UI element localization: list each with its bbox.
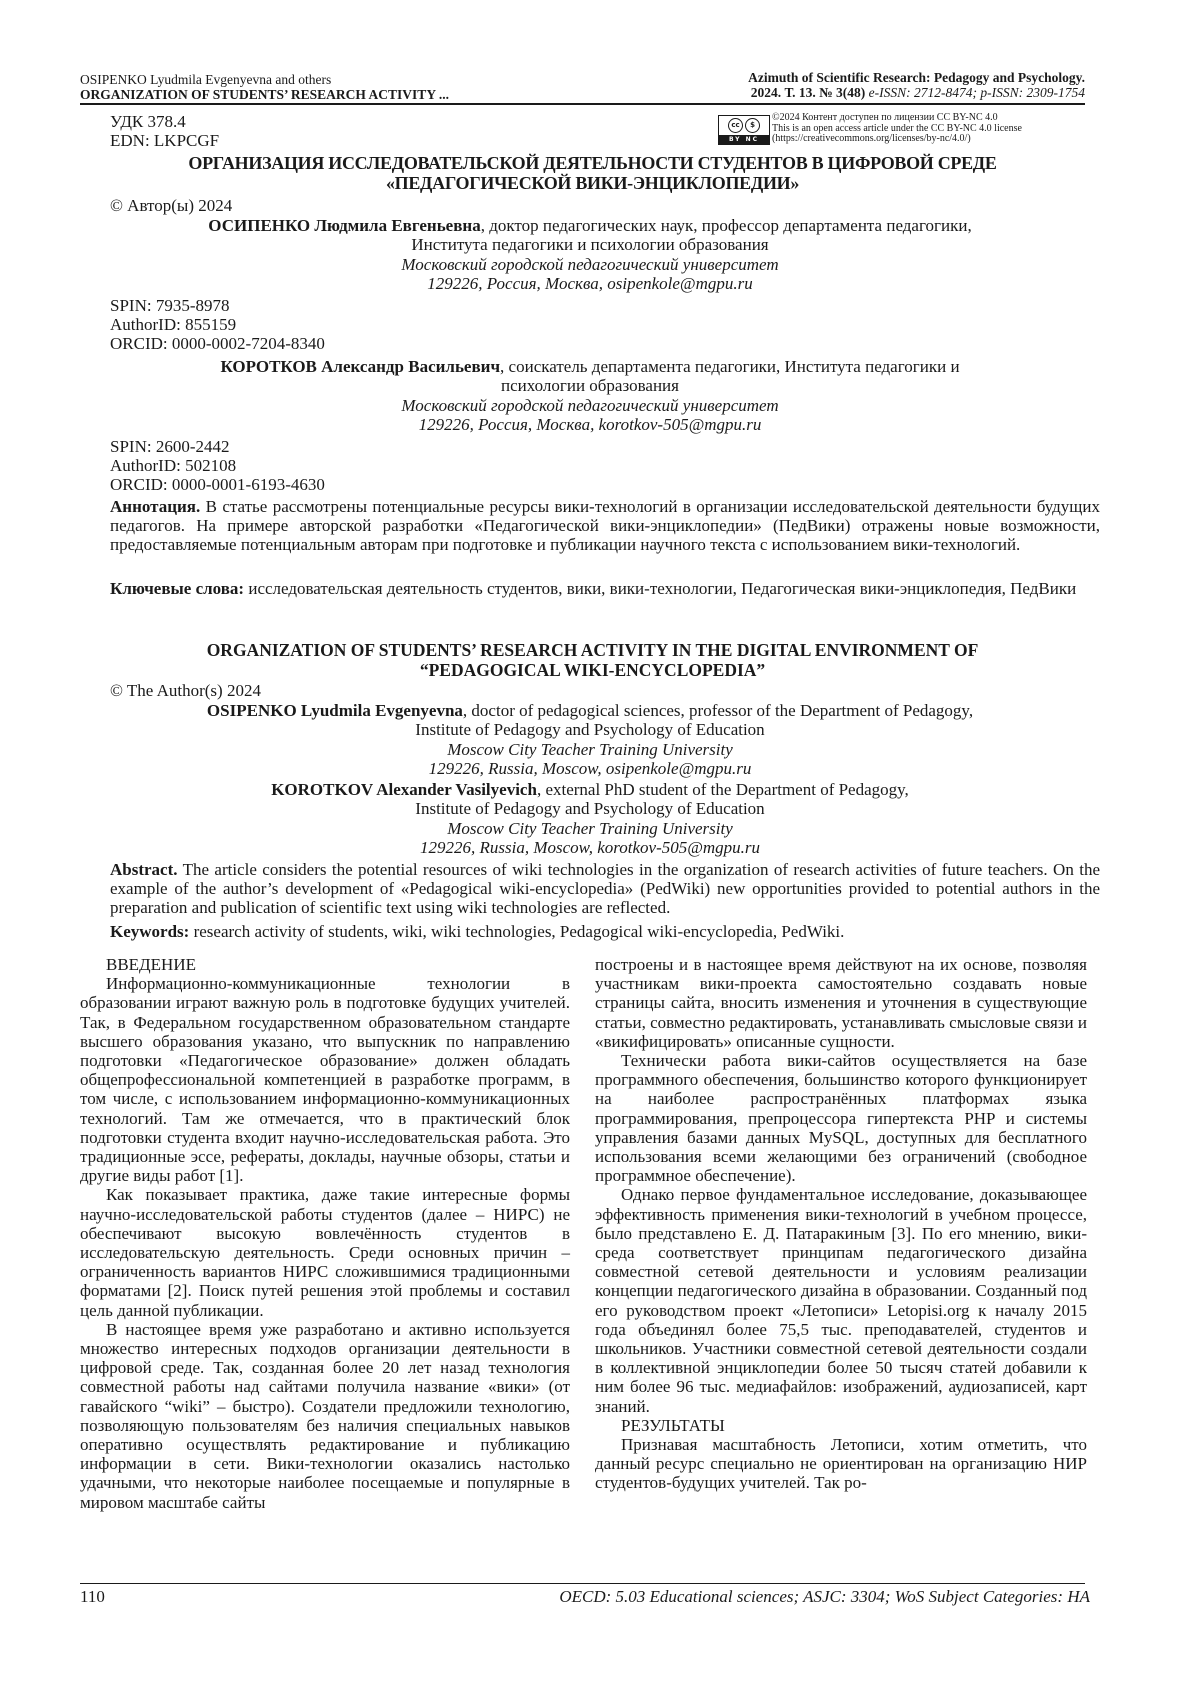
header-issn: e-ISSN: 2712-8474; p-ISSN: 2309-1754 — [865, 85, 1085, 100]
spin: SPIN: 7935-8978 — [110, 296, 230, 315]
license-text — [772, 113, 1092, 145]
author-institute: Института педагогики и психологии образования — [411, 235, 769, 255]
body-column-left — [80, 955, 570, 1512]
header-authors: OSIPENKO Lyudmila Evgenyevna and others — [80, 72, 332, 87]
header-short-title: ORGANIZATION OF STUDENTS’ RESEARCH ACTIVITY ... — [80, 87, 450, 102]
footer-classification: OECD: 5.03 Educational sciences; ASJC: 3304; WoS Subject Categories: HA — [559, 1587, 1090, 1606]
keywords-label: Ключевые слова: — [110, 579, 245, 598]
author-institute: Institute of Pedagogy and Psychology of Education — [415, 799, 765, 819]
abstract-text: The article considers the potential resources of wiki technologies in the organization of research activities of future teachers. On the example of the author’s development of «Pedagogical wiki-encyclopedia» (PedWiki) new opportunities provided to potential authors in the preparation and publication of scientific text using wiki technologies are reflected. — [110, 860, 1100, 918]
author-address: 129226, Russia, Moscow, korotkov-505@mgpu.ru — [419, 837, 761, 857]
author-address: 129226, Россия, Москва, korotkov-505@mgpu.ru — [418, 414, 762, 434]
abstract-label: Аннотация. — [110, 497, 201, 516]
author-role: , соискатель департамента педагогики, Института педагогики и — [500, 357, 960, 376]
author-role: , external PhD student of the Department of Pedagogy, — [536, 780, 909, 799]
author-name: ОСИПЕНКО Людмила Евгеньевна — [208, 216, 481, 235]
article-title-ru: ОРГАНИЗАЦИЯ ИССЛЕДОВАТЕЛЬСКОЙ ДЕЯТЕЛЬНОСТИ СТУДЕНТОВ В ЦИФРОВОЙ СРЕДЕ «ПЕДАГОГИЧЕСКОЙ ВИКИ-ЭНЦИКЛОПЕДИИ» — [188, 153, 997, 193]
author-institute: психологии образования — [501, 376, 679, 396]
keywords-text: исследовательская деятельность студентов, вики, вики-технологии, Педагогическая вики-энциклопедия, ПедВики — [244, 579, 1077, 598]
author-name: OSIPENKO Lyudmila Evgenyevna — [206, 701, 463, 720]
author-university: Московский городской педагогический университет — [401, 395, 779, 415]
copyright-ru: © Автор(ы) 2024 — [110, 196, 233, 215]
license-line-ru: ©2024 Контент доступен по лицензии CC BY-NC 4.0 — [772, 112, 998, 123]
author-role: , doctor of pedagogical sciences, professor of the Department of Pedagogy, — [462, 701, 974, 720]
abstract-text: В статье рассмотрены потенциальные ресурсы вики-технологий в организации исследовательской деятельности будущих педагогов. На примере авторской разработки «Педагогической вики-энциклопедии» (ПедВики) отражены новые возможности, предоставляемые потенциальным авторам при подготовке и публикации научного текста с использованием вики-технологий. — [110, 497, 1100, 555]
body-paragraph: В настоящее время уже разработано и активно используется множество интересных подходов организации деятельности в цифровой среде. Так, созданная более 20 лет назад технология совместной работы над сайтами получила название «вики» (от гавайского “wiki” – быстро). Создатели предложили технологию, позволяющую пользователям без наличия специальных навыков оперативно осуществлять редактирование и публикацию информации в сети. Вики-технологии оказались настолько удачными, что некоторые наиболее посещаемые и популярные в мировом масштабе сайты — [80, 1319, 570, 1512]
author-university: Moscow City Teacher Training University — [447, 739, 733, 759]
article-title-en: ORGANIZATION OF STUDENTS’ RESEARCH ACTIVITY IN THE DIGITAL ENVIRONMENT OF “PEDAGOGICAL WIKI-ENCYCLOPEDIA” — [206, 640, 979, 680]
author-institute: Institute of Pedagogy and Psychology of Education — [415, 720, 765, 740]
author-university: Moscow City Teacher Training University — [447, 818, 733, 838]
page-number: 110 — [80, 1587, 105, 1606]
author-address: 129226, Russia, Moscow, osipenkole@mgpu.ru — [428, 758, 752, 778]
author-block-en-1 — [80, 701, 1100, 778]
body-paragraph: построены и в настоящее время действуют на их основе, позволяя участникам вики-проекта самостоятельно создавать новые страницы сайта, вносить изменения и уточнения в существующие статьи, совместно редактировать, устанавливать смысловые связи и «викифицировать» описанные сущности. — [595, 955, 1087, 1051]
abstract-ru — [110, 497, 1100, 555]
header-issue — [620, 85, 1085, 100]
edn-code: EDN: LKPCGF — [110, 131, 220, 150]
running-header-left — [80, 72, 640, 102]
cc-by-nc-badge-icon: cc $ BY NC — [718, 115, 770, 145]
author-id: AuthorID: 855159 — [110, 315, 237, 335]
orcid: ORCID: 0000-0001-6193-4630 — [110, 475, 325, 495]
author-university: Московский городской педагогический университет — [401, 254, 779, 274]
author-block-en-2 — [80, 780, 1100, 857]
footer-divider — [80, 1583, 1085, 1584]
spin: SPIN: 2600-2442 — [110, 437, 230, 456]
section-heading-results: РЕЗУЛЬТАТЫ — [621, 1415, 725, 1435]
keywords-label: Keywords: — [110, 922, 190, 941]
body-paragraph: Как показывает практика, даже такие интересные формы научно-исследовательской работы студентов (далее – НИРС) не обеспечивают высокую вовлечённость студентов в исследовательскую деятельность. Среди основных причин – ограниченность вариантов НИРС сложившимися традиционными форматами [2]. Поиск путей решения этой проблемы и составил цель данной публикации. — [80, 1185, 570, 1320]
orcid: ORCID: 0000-0002-7204-8340 — [110, 334, 325, 354]
keywords-ru — [110, 579, 1100, 598]
article-meta — [110, 112, 219, 150]
section-heading-introduction: ВВЕДЕНИЕ — [106, 955, 196, 974]
header-journal-name: Azimuth of Scientific Research: Pedagogy and Psychology. — [748, 70, 1085, 85]
license-url[interactable]: (https://creativecommons.org/licenses/by-nc/4.0/) — [772, 133, 971, 145]
author-id: AuthorID: 502108 — [110, 456, 237, 476]
keywords-text: research activity of students, wiki, wiki technologies, Pedagogical wiki-encyclopedia, PedWiki. — [189, 922, 845, 941]
udk-code: УДК 378.4 — [110, 112, 186, 131]
copyright-en: © The Author(s) 2024 — [110, 681, 261, 700]
body-column-right — [595, 955, 1087, 1493]
body-paragraph: Признавая масштабность Летописи, хотим отметить, что данный ресурс специально не ориентирован на организацию НИР студентов-будущих учителей. Так ро- — [595, 1435, 1087, 1493]
keywords-en — [110, 922, 1100, 941]
author-ids-ru-1 — [110, 296, 325, 354]
author-block-ru-1 — [80, 216, 1100, 293]
author-ids-ru-2 — [110, 437, 325, 495]
author-name: KOROTKOV Alexander Vasilyevich — [271, 780, 537, 799]
header-divider — [80, 103, 1085, 105]
license-line-en: This is an open access article under the CC BY-NC 4.0 license — [772, 122, 1022, 134]
author-block-ru-2 — [80, 357, 1100, 434]
body-paragraph: Технически работа вики-сайтов осуществляется на базе программного обеспечения, большинство которого функционирует на наиболее распространённых платформах языка программирования, препроцессора гипертекста PHP и системы управления базами данных MySQL, доступных для бесплатного использования всеми желающими без ограничений (свободное программное обеспечение). — [595, 1051, 1087, 1186]
body-paragraph: Информационно-коммуникационные технологии в образовании играют важную роль в подготовке будущих учителей. Так, в Федеральном государственном образовательном стандарте высшего образования указано, что выпускник по направлению подготовки «Педагогическое образование» должен обладать общепрофессиональной компетенцией в разработке программ, в том числе, с использованием информационно-коммуникационных технологий. Там же отмечается, что в практический блок подготовки студента входит научно-исследовательская работа. Это традиционные эссе, рефераты, доклады, научные обзоры, статьи и другие виды работ [1]. — [80, 974, 570, 1186]
abstract-en — [110, 860, 1100, 918]
license-block — [718, 113, 1088, 146]
author-name: КОРОТКОВ Александр Васильевич — [220, 357, 501, 376]
author-address: 129226, Россия, Москва, osipenkole@mgpu.ru — [427, 273, 753, 293]
abstract-label: Abstract. — [110, 860, 178, 879]
body-paragraph: Однако первое фундаментальное исследование, доказывающее эффективность применения вики-технологий в учебном процессе, было представлено Е. Д. Патаракиным [3]. По его мнению, вики-среда соответствует принципам педагогического дизайна совместной сетевой деятельности и условиям реализации концепции педагогического дизайна в образовании. Созданный под его руководством проект «Летописи» Letopisi.org к началу 2015 года объединял более 75,5 тыс. преподавателей, студентов и школьников. Участники совместной сетевой деятельности создали в коллективной энциклопедии более 50 тысяч статей добавили к ним более 96 тыс. медиафайлов: изображений, аудиозаписей, карт знаний. — [595, 1185, 1087, 1416]
running-header-right — [620, 70, 1085, 100]
author-role: , доктор педагогических наук, профессор департамента педагогики, — [480, 216, 972, 235]
header-issue-number: 2024. Т. 13. № 3(48) — [750, 85, 866, 100]
